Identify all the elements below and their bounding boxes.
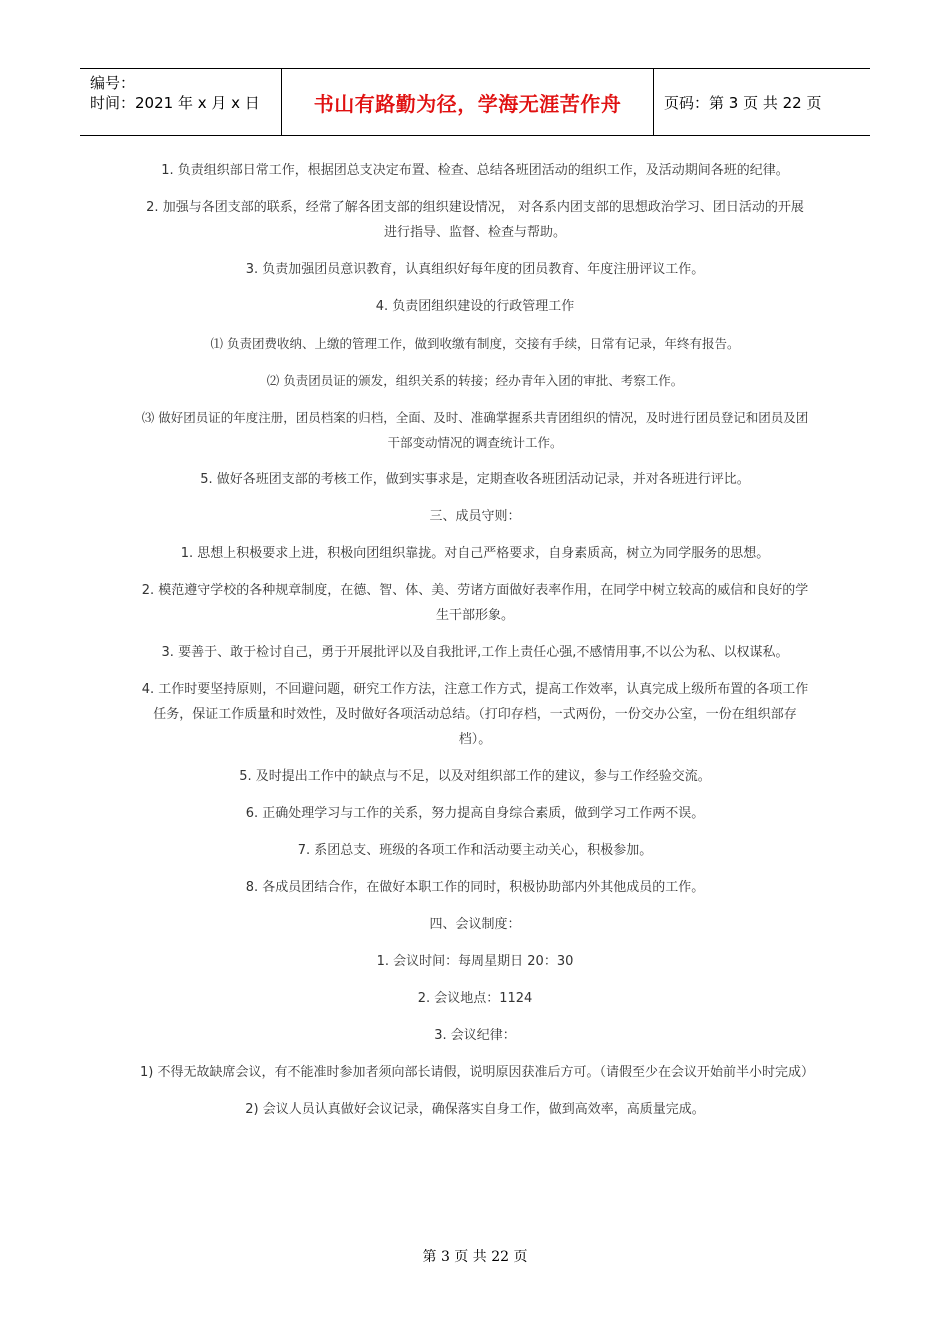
paragraph: 4. 工作时要坚持原则，不回避问题，研究工作方法，注意工作方式，提高工作效率，认真完成上级所布置的各项工作任务，保证工作质量和时效性，及时做好各项活动总结。（打印存档，一式两份，一份交办公室，一份在组织部存档）。 (141, 682, 809, 747)
paragraph: ⑴ 负责团费收纳、上缴的管理工作，做到收缴有制度，交接有手续，日常有记录，年终有报告。 (210, 336, 740, 351)
document-date-label: 时间：2021 年 x 月 x 日 (90, 94, 260, 112)
document-number-label: 编号： (90, 74, 136, 92)
paragraph: 2) 会议人员认真做好会议记录，确保落实自身工作，做到高效率，高质量完成。 (245, 1102, 705, 1117)
paragraph: 2. 会议地点：1124 (417, 991, 533, 1006)
page-footer: 第 3 页 共 22 页 (422, 1249, 528, 1265)
paragraph: 4. 负责团组织建设的行政管理工作 (375, 299, 575, 314)
paragraph: 1. 负责组织部日常工作，根据团总支决定布置、检查、总结各班团活动的组织工作，及活动期间各班的纪律。 (161, 163, 789, 178)
paragraph: 6. 正确处理学习与工作的关系，努力提高自身综合素质，做到学习工作两不误。 (245, 806, 705, 821)
paragraph: 5. 及时提出工作中的缺点与不足，以及对组织部工作的建议，参与工作经验交流。 (239, 769, 711, 784)
paragraph: 7. 系团总支、班级的各项工作和活动要主动关心，积极参加。 (297, 843, 653, 858)
header-meta (80, 69, 282, 135)
paragraph: ⑶ 做好团员证的年度注册，团员档案的归档，全面、及时、准确掌握系共青团组织的情况，及时进行团员登记和团员及团干部变动情况的调查统计工作。 (141, 410, 809, 450)
header-page-number: 页码：第 3 页 共 22 页 (664, 93, 822, 112)
paragraph: 1. 会议时间：每周星期日 20：30 (376, 954, 574, 969)
section-heading: 四、会议制度： (429, 917, 521, 932)
paragraph: 2. 模范遵守学校的各种规章制度，在德、智、体、美、劳诸方面做好表率作用，在同学中树立较高的威信和良好的学生干部形象。 (141, 583, 809, 623)
section-heading: 三、成员守则： (429, 509, 521, 524)
paragraph: 5. 做好各班团支部的考核工作，做到实事求是，定期查收各班团活动记录，并对各班进行评比。 (200, 472, 750, 487)
document-header (80, 68, 870, 136)
paragraph: 1. 思想上积极要求上进，积极向团组织靠拢。对自己严格要求，自身素质高，树立为同学服务的思想。 (180, 546, 770, 561)
paragraph: 3. 负责加强团员意识教育，认真组织好每年度的团员教育、年度注册评议工作。 (245, 262, 705, 277)
document-body (140, 158, 814, 1134)
paragraph: 3. 会议纪律： (434, 1028, 516, 1043)
paragraph: 1) 不得无故缺席会议，有不能准时参加者须向部长请假，说明原因获准后方可。（请假至少在会议开始前半小时完成） (140, 1065, 814, 1080)
paragraph: 8. 各成员团结合作，在做好本职工作的同时，积极协助部内外其他成员的工作。 (245, 880, 705, 895)
paragraph: 3. 要善于、敢于检讨自己，勇于开展批评以及自我批评,工作上责任心强,不感情用事,不以公为私、以权谋私。 (161, 645, 789, 660)
header-motto: 书山有路勤为径，学海无涯苦作舟 (282, 69, 654, 135)
paragraph: 2. 加强与各团支部的联系，经常了解各团支部的组织建设情况， 对各系内团支部的思想政治学习、团日活动的开展进行指导、监督、检查与帮助。 (146, 200, 804, 240)
paragraph: ⑵ 负责团员证的颁发，组织关系的转接；经办青年入团的审批、考察工作。 (266, 373, 684, 388)
